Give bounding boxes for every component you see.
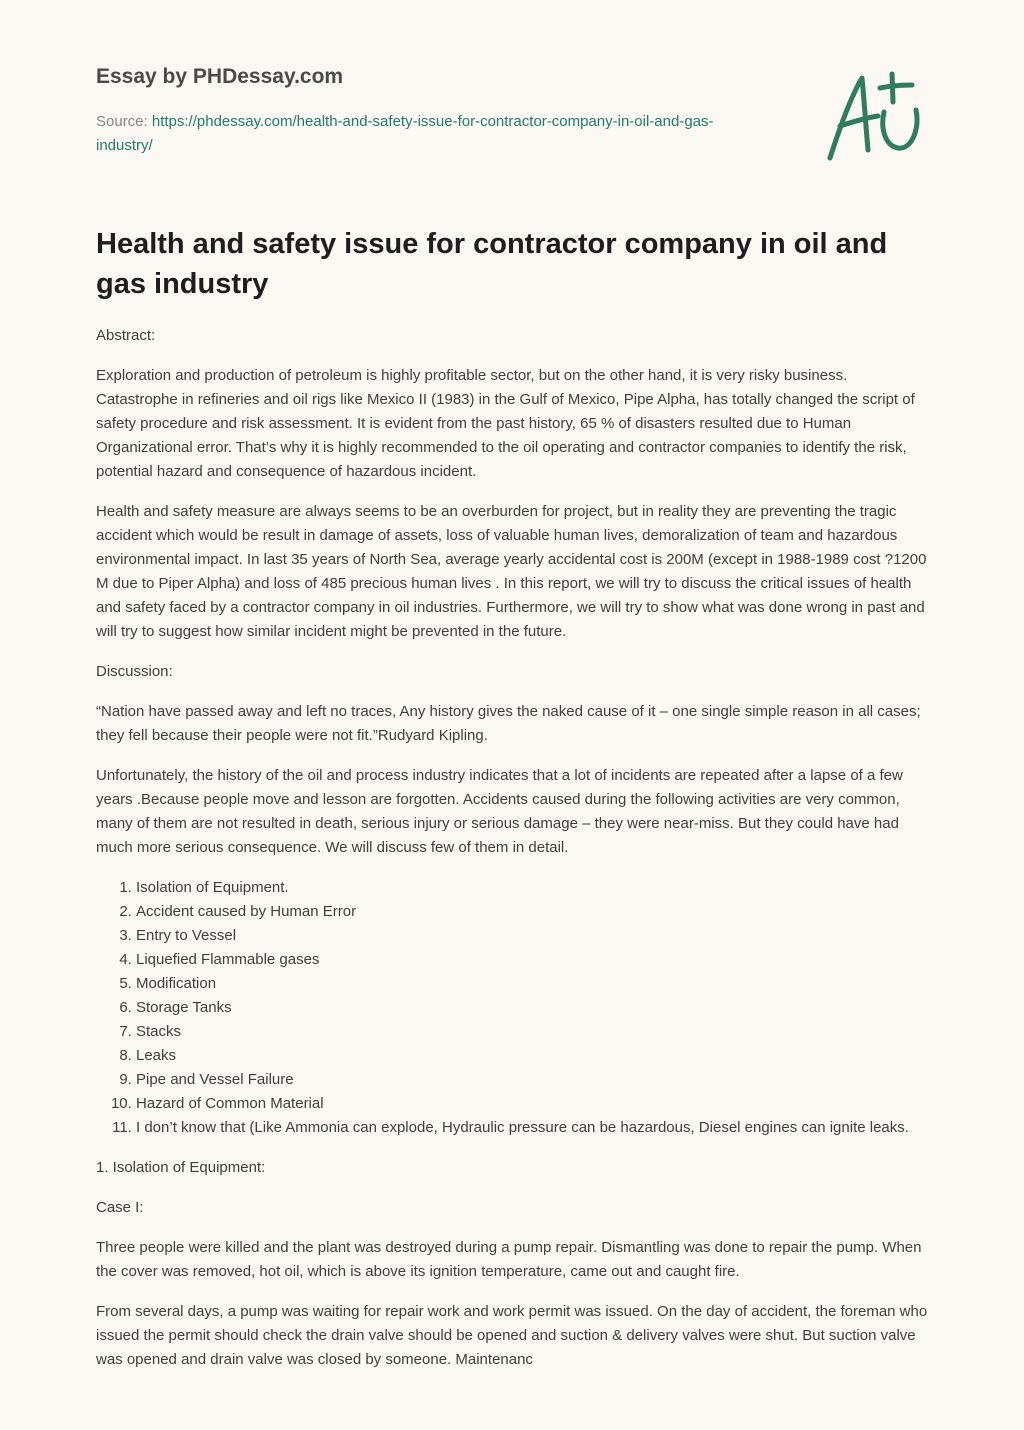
a-plus-logo-icon xyxy=(820,68,930,168)
quote-paragraph: “Nation have passed away and left no traces, Any history gives the naked cause of it – one single simple reason in all cases; they fell because their people were not fit.”Rudyard Kipling. xyxy=(96,703,921,744)
list-item: 2. Accident caused by Human Error xyxy=(136,900,932,924)
list-item: 10. Hazard of Common Material xyxy=(136,1092,932,1116)
header xyxy=(96,62,756,158)
case-heading: Case I: xyxy=(96,1199,144,1216)
list-item: 7. Stacks xyxy=(136,1020,932,1044)
essay-body xyxy=(96,324,932,1388)
list-item: 6. Storage Tanks xyxy=(136,996,932,1020)
list-item: 3. Entry to Vessel xyxy=(136,924,932,948)
list-item: 8. Leaks xyxy=(136,1044,932,1068)
paragraph: Health and safety measure are always seems to be an overburden for project, but in reality they are preventing the tragic accident which would be result in damage of assets, loss of valuable human lives, demoralization of team and hazardous environmental impact. In last 35 years of North Sea, average yearly accidental cost is 200M (except in 1988-1989 cost ?1200 M due to Piper Alpha) and loss of 485 precious human lives . In this report, we will try to discuss the critical issues of health and safety faced by a contractor company in oil industries. Furthermore, we will try to show what was done wrong in past and will try to suggest how similar incident might be prevented in the future. xyxy=(96,503,927,640)
paragraph: Three people were killed and the plant was destroyed during a pump repair. Dismantling was done to repair the pump. When the cover was removed, hot oil, which is above its ignition temperature, came out and caught fire. xyxy=(96,1239,922,1280)
section-heading: 1. Isolation of Equipment: xyxy=(96,1159,266,1176)
source-link[interactable]: https://phdessay.com/health-and-safety-issue-for-contractor-company-in-oil-and-gas-industry/ xyxy=(96,113,714,154)
abstract-heading: Abstract: xyxy=(96,327,156,344)
site-brand: Essay by PHDessay.com xyxy=(96,65,344,88)
list-item: 11. I don’t know that (Like Ammonia can explode, Hydraulic pressure can be hazardous, Diesel engines can ignite leaks. xyxy=(136,1116,932,1140)
paragraph: Exploration and production of petroleum is highly profitable sector, but on the other hand, it is very risky business. Catastrophe in refineries and oil rigs like Mexico II (1983) in the Gulf of Mexico, Pipe Alpha, has totally changed the script of safety procedure and risk assessment. It is evident from the past history, 65 % of disasters resulted due to Human Organizational error. That’s why it is highly recommended to the oil operating and contractor companies to identify the risk, potential hazard and consequence of hazardous incident. xyxy=(96,367,915,480)
list-item: 5. Modification xyxy=(136,972,932,996)
paragraph: From several days, a pump was waiting for repair work and work permit was issued. On the day of accident, the foreman who issued the permit should check the drain valve should be opened and suction & delivery valves were shut. But suction valve was opened and drain valve was closed by someone. Maintenanc xyxy=(96,1303,928,1368)
discussion-heading: Discussion: xyxy=(96,663,173,680)
paragraph: Unfortunately, the history of the oil and process industry indicates that a lot of incidents are repeated after a lapse of a few years .Because people move and lesson are forgotten. Accidents caused during the following activities are very common, many of them are not resulted in death, serious injury or serious damage – they were near-miss. But they could have had much more serious consequence. We will discuss few of them in detail. xyxy=(96,767,903,856)
list-item: 1. Isolation of Equipment. xyxy=(136,876,932,900)
list-item: 4. Liquefied Flammable gases xyxy=(136,948,932,972)
source-label: Source: xyxy=(96,113,152,130)
incident-list xyxy=(96,876,932,1140)
page-title: Health and safety issue for contractor company in oil and gas industry xyxy=(96,228,888,300)
source-line xyxy=(96,110,756,158)
list-item: 9. Pipe and Vessel Failure xyxy=(136,1068,932,1092)
